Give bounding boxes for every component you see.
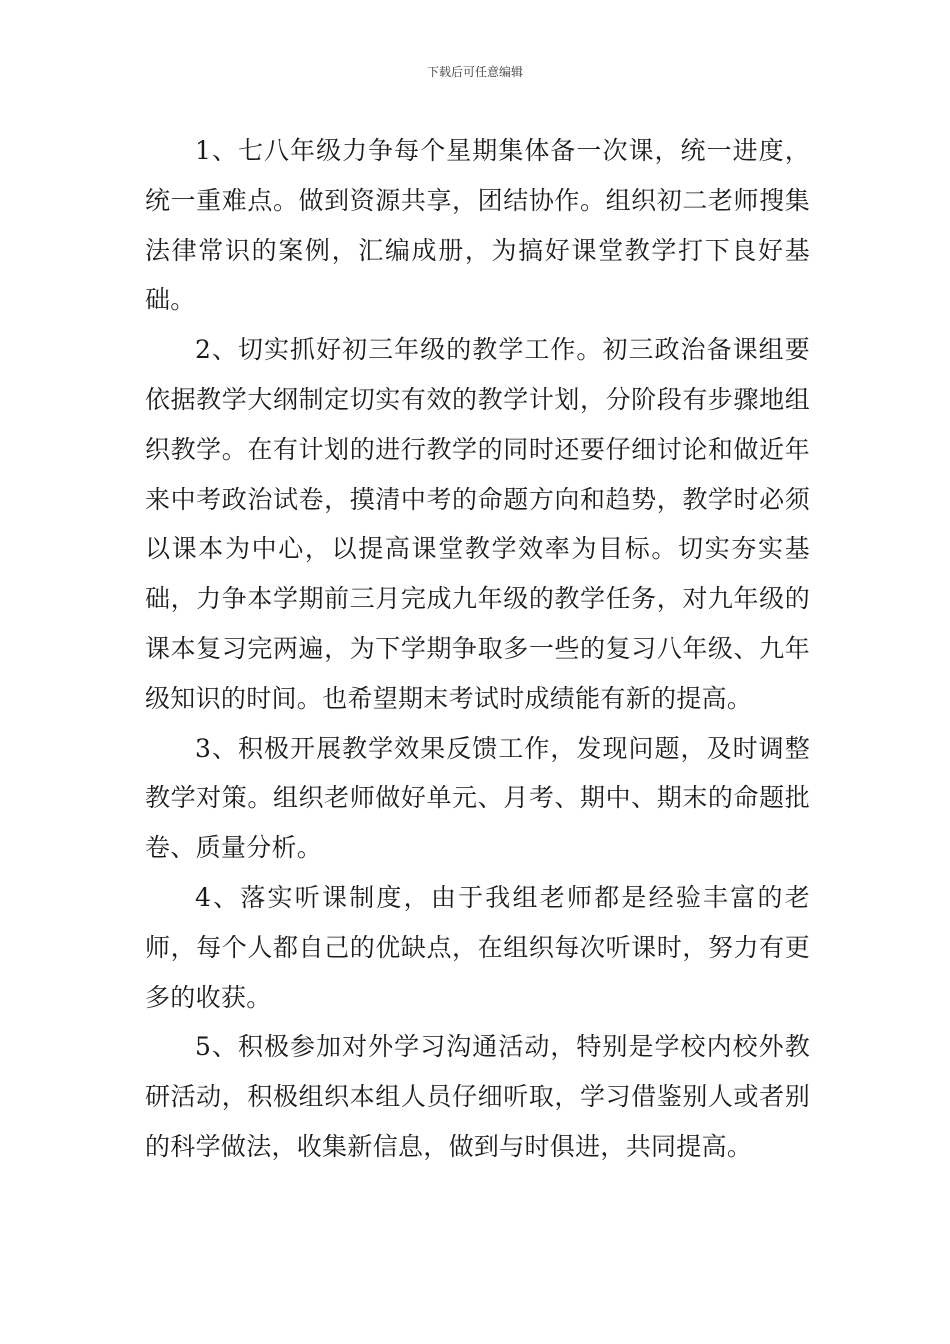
document-body bbox=[145, 126, 810, 1172]
page-header: 下载后可任意编辑 bbox=[426, 65, 523, 79]
paragraph-1: 1、七八年级力争每个星期集体备一次课，统一进度，统一重难点。做到资源共享，团结协作。组织初二老师搜集法律常识的案例，汇编成册，为搞好课堂教学打下良好基础。 bbox=[145, 136, 810, 315]
paragraph-2: 2、切实抓好初三年级的教学工作。初三政治备课组要依据教学大纲制定切实有效的教学计划，分阶段有步骤地组织教学。在有计划的进行教学的同时还要仔细讨论和做近年来中考政治试卷，摸清中考的命题方向和趋势，教学时必须以课本为中心，以提高课堂教学效率为目标。切实夯实基础，力争本学期前三月完成九年级的教学任务，对九年级的课本复习完两遍，为下学期争取多一些的复习八年级、九年级知识的时间。也希望期末考试时成绩能有新的提高。 bbox=[145, 335, 810, 713]
paragraph-3: 3、积极开展教学效果反馈工作，发现问题，及时调整教学对策。组织老师做好单元、月考、期中、期末的命题批卷、质量分析。 bbox=[145, 733, 810, 863]
paragraph-5: 5、积极参加对外学习沟通活动，特别是学校内校外教研活动，积极组织本组人员仔细听取，学习借鉴别人或者别的科学做法，收集新信息，做到与时俱进，共同提高。 bbox=[145, 1032, 810, 1161]
paragraph-4: 4、落实听课制度，由于我组老师都是经验丰富的老师，每个人都自己的优缺点，在组织每次听课时，努力有更多的收获。 bbox=[145, 882, 810, 1012]
